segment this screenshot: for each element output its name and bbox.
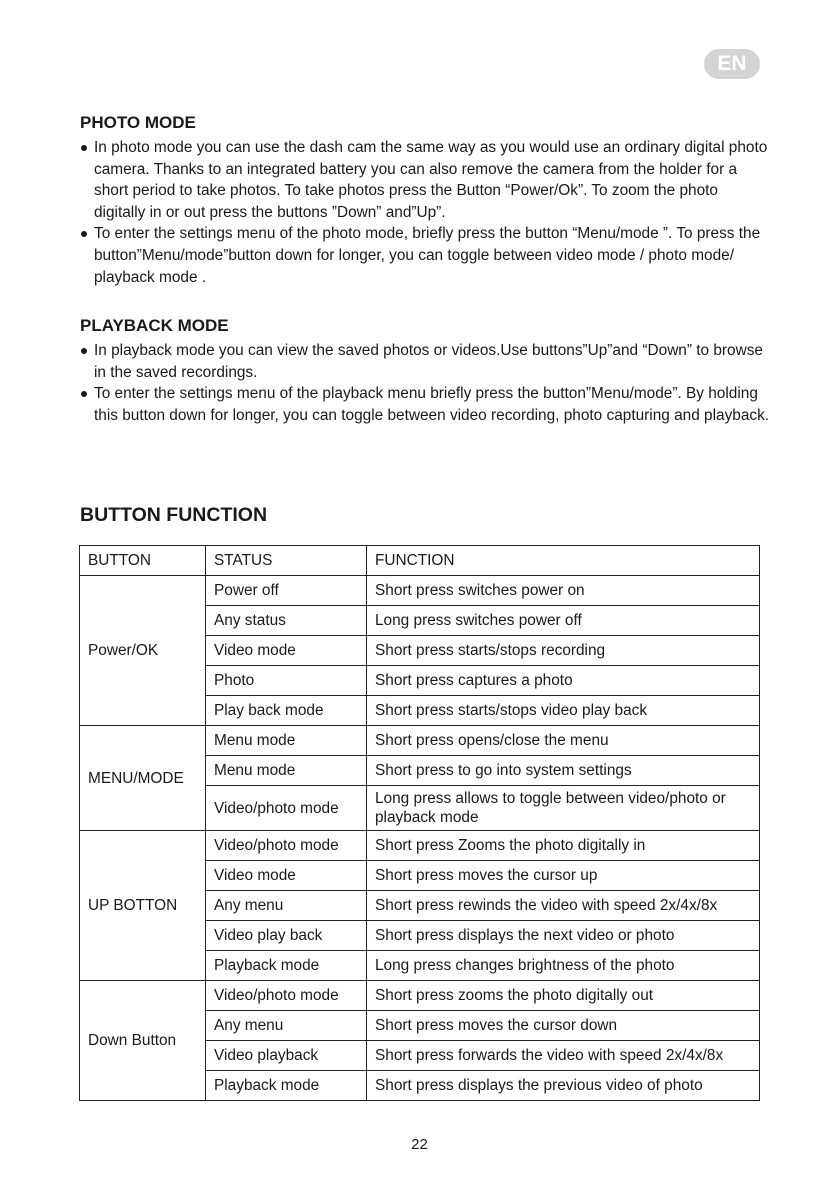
button-name-cell: MENU/MODE bbox=[80, 726, 206, 831]
button-name-cell: Down Button bbox=[80, 981, 206, 1101]
function-cell: Long press allows to toggle between video/photo or playback mode bbox=[367, 786, 760, 831]
function-cell: Short press starts/stops recording bbox=[367, 636, 760, 666]
list-item bbox=[80, 223, 770, 288]
status-cell: Video/photo mode bbox=[206, 981, 367, 1011]
function-cell: Short press displays the previous video of photo bbox=[367, 1071, 760, 1101]
function-cell: Long press changes brightness of the photo bbox=[367, 951, 760, 981]
language-badge: EN bbox=[704, 49, 760, 79]
table-header-row bbox=[80, 546, 760, 576]
list-item bbox=[80, 137, 770, 223]
status-cell: Photo bbox=[206, 666, 367, 696]
function-cell: Short press switches power on bbox=[367, 576, 760, 606]
status-cell: Video mode bbox=[206, 861, 367, 891]
list-item-text: To enter the settings menu of the playback menu briefly press the button”Menu/mode”. By holding this button down for longer, you can toggle between video recording, photo capturing and playback. bbox=[94, 385, 770, 424]
table-row bbox=[80, 981, 760, 1011]
list-item-text: In playback mode you can view the saved photos or videos.Use buttons”Up”and “Down” to browse in the saved recordings. bbox=[94, 342, 763, 381]
function-cell: Short press moves the cursor up bbox=[367, 861, 760, 891]
playback-mode-list bbox=[80, 340, 770, 426]
status-cell: Menu mode bbox=[206, 726, 367, 756]
list-item bbox=[80, 340, 770, 383]
function-cell: Short press rewinds the video with speed 2x/4x/8x bbox=[367, 891, 760, 921]
table-row bbox=[80, 831, 760, 861]
bullet-icon bbox=[81, 145, 87, 151]
playback-mode-heading: PLAYBACK MODE bbox=[80, 316, 229, 335]
list-item bbox=[80, 383, 770, 426]
status-cell: Video/photo mode bbox=[206, 831, 367, 861]
column-header-button: BUTTON bbox=[80, 546, 206, 576]
function-cell: Short press captures a photo bbox=[367, 666, 760, 696]
list-item-text: To enter the settings menu of the photo mode, briefly press the button “Menu/mode ”. To press the button”Menu/mode”button down for longer, you can toggle between video mode / photo mode/ playback mode . bbox=[94, 225, 761, 286]
status-cell: Any status bbox=[206, 606, 367, 636]
column-header-function: FUNCTION bbox=[367, 546, 760, 576]
status-cell: Power off bbox=[206, 576, 367, 606]
function-cell: Short press moves the cursor down bbox=[367, 1011, 760, 1041]
function-cell: Short press forwards the video with speed 2x/4x/8x bbox=[367, 1041, 760, 1071]
function-cell: Short press zooms the photo digitally out bbox=[367, 981, 760, 1011]
button-function-section bbox=[80, 505, 770, 529]
playback-mode-section bbox=[80, 316, 770, 426]
button-function-heading: BUTTON FUNCTION bbox=[80, 504, 268, 526]
table-row bbox=[80, 726, 760, 756]
status-cell: Play back mode bbox=[206, 696, 367, 726]
function-cell: Long press switches power off bbox=[367, 606, 760, 636]
function-cell: Short press Zooms the photo digitally in bbox=[367, 831, 760, 861]
status-cell: Playback mode bbox=[206, 951, 367, 981]
bullet-icon bbox=[81, 348, 87, 354]
status-cell: Video mode bbox=[206, 636, 367, 666]
bullet-icon bbox=[81, 391, 87, 397]
photo-mode-heading: PHOTO MODE bbox=[80, 113, 196, 132]
photo-mode-list bbox=[80, 137, 770, 288]
status-cell: Video playback bbox=[206, 1041, 367, 1071]
table-row bbox=[80, 576, 760, 606]
button-name-cell: UP BOTTON bbox=[80, 831, 206, 981]
status-cell: Playback mode bbox=[206, 1071, 367, 1101]
status-cell: Menu mode bbox=[206, 756, 367, 786]
button-name-cell: Power/OK bbox=[80, 576, 206, 726]
status-cell: Any menu bbox=[206, 891, 367, 921]
function-cell: Short press opens/close the menu bbox=[367, 726, 760, 756]
column-header-status: STATUS bbox=[206, 546, 367, 576]
function-cell: Short press displays the next video or photo bbox=[367, 921, 760, 951]
list-item-text: In photo mode you can use the dash cam the same way as you would use an ordinary digital photo camera. Thanks to an integrated battery you can also remove the camera from the holder for a short period to take photos. To take photos press the Button “Power/Ok”. To zoom the photo digitally in or out press the buttons ”Down” and”Up”. bbox=[94, 139, 768, 221]
page-number: 22 bbox=[411, 1136, 428, 1153]
function-cell: Short press to go into system settings bbox=[367, 756, 760, 786]
table-body bbox=[80, 576, 760, 1101]
status-cell: Video play back bbox=[206, 921, 367, 951]
bullet-icon bbox=[81, 231, 87, 237]
function-cell: Short press starts/stops video play back bbox=[367, 696, 760, 726]
photo-mode-section bbox=[80, 113, 770, 288]
button-function-table bbox=[79, 545, 760, 1101]
status-cell: Video/photo mode bbox=[206, 786, 367, 831]
status-cell: Any menu bbox=[206, 1011, 367, 1041]
